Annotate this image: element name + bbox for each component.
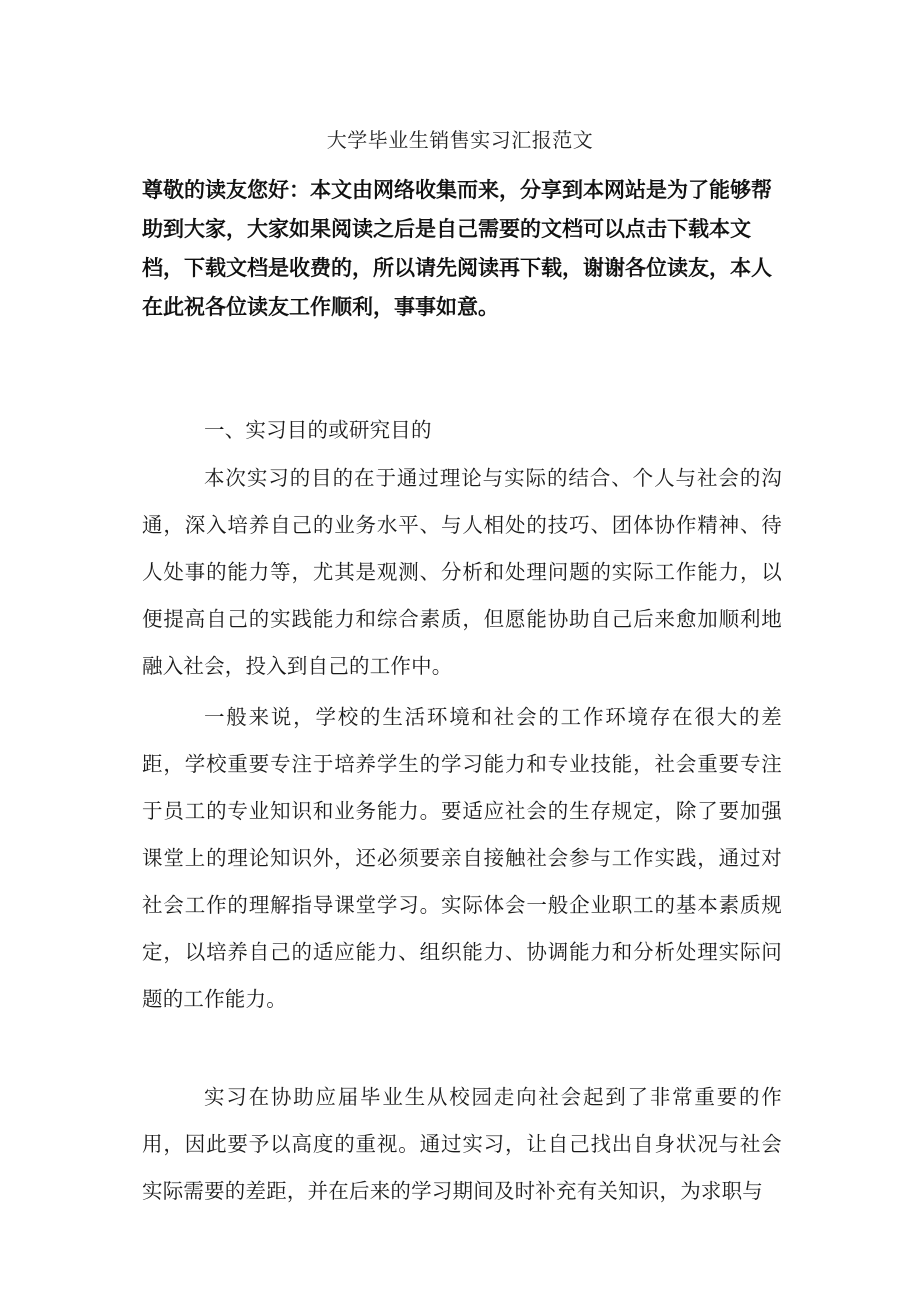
paragraph-3: 实习在协助应届毕业生从校园走向社会起到了非常重要的作用，因此要予以高度的重视。通过实习，让自己找出自身状况与社会实际需要的差距，并在后来的学习期间及时补充有关知识，为求职与 [142,1085,782,1203]
section-heading: 一、实习目的或研究目的 [204,418,432,442]
reader-notice: 尊敬的读友您好：本文由网络收集而来，分享到本网站是为了能够帮助到大家，大家如果阅读之后是自己需要的文档可以点击下载本文档，下载文档是收费的，所以请先阅读再下载，谢谢各位读友，本人在此祝各位读友工作顺利，事事如意。 [142,178,772,319]
paragraph-1: 本次实习的目的在于通过理论与实际的结合、个人与社会的沟通，深入培养自己的业务水平、与人相处的技巧、团体协作精神、待人处事的能力等，尤其是观测、分析和处理问题的实际工作能力，以便提高自己的实践能力和综合素质，但愿能协助自己后来愈加顺利地融入社会，投入到自己的工作中。 [142,466,782,678]
document-title: 大学毕业生销售实习汇报范文 [326,128,594,152]
paragraph-2: 一般来说，学校的生活环境和社会的工作环境存在很大的差距，学校重要专注于培养学生的学习能力和专业技能，社会重要专注于员工的专业知识和业务能力。要适应社会的生存规定，除了要加强课堂上的理论知识外，还必须要亲自接触社会参与工作实践，通过对社会工作的理解指导课堂学习。实际体会一般企业职工的基本素质规定，以培养自己的适应能力、组织能力、协调能力和分析处理实际问题的工作能力。 [142,705,782,1011]
